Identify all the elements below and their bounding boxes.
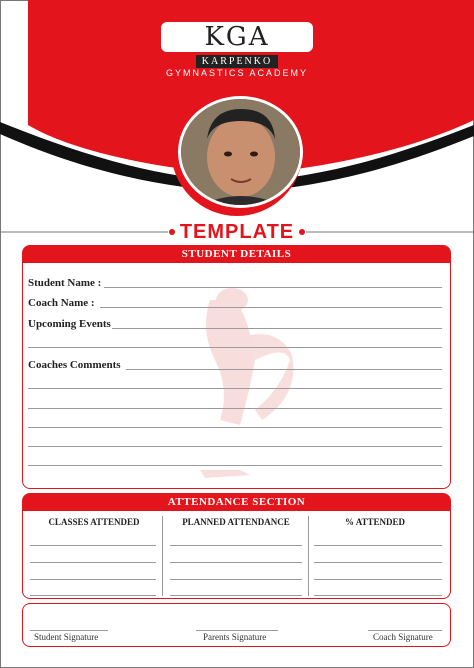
- comments-line[interactable]: [28, 427, 442, 428]
- classes-attended-header: CLASSES ATTENDED: [48, 517, 140, 527]
- student-name-line[interactable]: [104, 287, 442, 288]
- attendance-card: [22, 493, 451, 599]
- coach-name-label: Coach Name :: [28, 297, 95, 309]
- planned-attendance-header: PLANNED ATTENDANCE: [182, 517, 290, 527]
- upcoming-events-line-2[interactable]: [28, 347, 442, 348]
- logo-text: KGA: [204, 22, 270, 52]
- planned-attendance-line[interactable]: [170, 595, 302, 596]
- planned-attendance-line[interactable]: [170, 579, 302, 580]
- coach-signature-label: Coach Signature: [373, 632, 433, 642]
- attendance-heading: ATTENDANCE SECTION: [23, 494, 450, 511]
- comments-line[interactable]: [126, 369, 442, 370]
- classes-attended-line[interactable]: [30, 595, 156, 596]
- planned-attendance-line[interactable]: [170, 545, 302, 546]
- student-photo: [178, 96, 303, 208]
- academy-name: GYMNASTICS ACADEMY: [165, 68, 309, 78]
- column-divider: [308, 516, 309, 596]
- classes-attended-line[interactable]: [30, 579, 156, 580]
- logo-badge: [161, 22, 313, 52]
- percent-attended-line[interactable]: [314, 595, 442, 596]
- column-divider: [162, 516, 163, 596]
- classes-attended-line[interactable]: [30, 562, 156, 563]
- percent-attended-line[interactable]: [314, 562, 442, 563]
- percent-attended-line[interactable]: [314, 579, 442, 580]
- brand-name: KARPENKO: [196, 55, 278, 68]
- percent-attended-header: % ATTENDED: [344, 517, 406, 527]
- parents-signature-label: Parents Signature: [203, 632, 267, 642]
- coaches-comments-label: Coaches Comments: [28, 359, 121, 371]
- comments-line[interactable]: [28, 465, 442, 466]
- coach-signature-line[interactable]: [368, 630, 442, 631]
- classes-attended-line[interactable]: [30, 545, 156, 546]
- comments-line[interactable]: [28, 408, 442, 409]
- upcoming-events-line[interactable]: [112, 328, 442, 329]
- upcoming-events-label: Upcoming Events: [28, 318, 111, 330]
- comments-line[interactable]: [28, 388, 442, 389]
- student-details-heading: STUDENT DETAILS: [23, 246, 450, 263]
- student-signature-line[interactable]: [30, 630, 108, 631]
- parents-signature-line[interactable]: [196, 630, 278, 631]
- planned-attendance-line[interactable]: [170, 562, 302, 563]
- template-title: TEMPLATE: [179, 221, 295, 243]
- coach-name-line[interactable]: [100, 307, 442, 308]
- student-name-label: Student Name :: [28, 277, 102, 289]
- comments-line[interactable]: [28, 446, 442, 447]
- percent-attended-line[interactable]: [314, 545, 442, 546]
- student-signature-label: Student Signature: [34, 632, 99, 642]
